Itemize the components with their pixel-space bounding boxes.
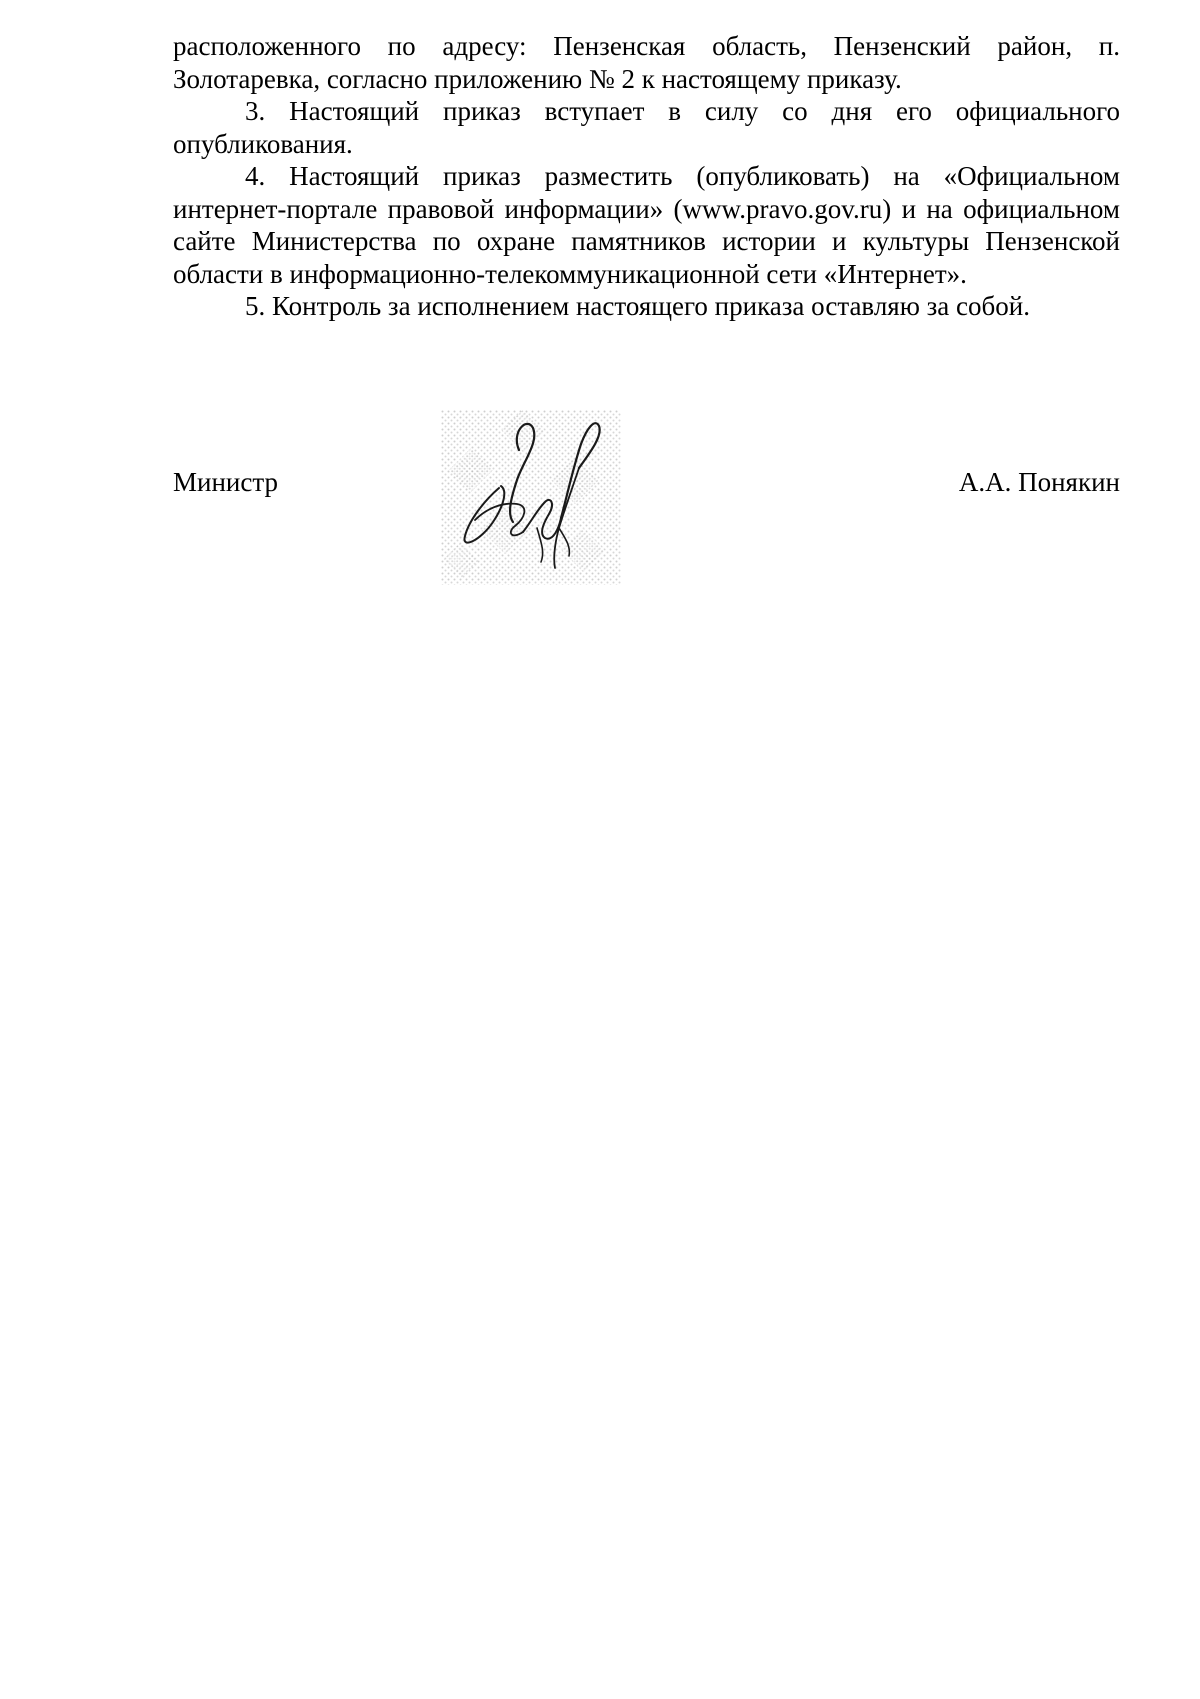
signature-image	[441, 410, 621, 585]
signer-title: Министр	[173, 467, 278, 497]
paragraph-item-5: 5. Контроль за исполнением настоящего приказа оставляю за собой.	[245, 291, 1030, 321]
paragraph-item-3: 3. Настоящий приказ вступает в силу со дня его официального опубликования.	[173, 96, 1120, 159]
paragraph-continuation: расположенного по адресу: Пензенская область, Пензенский район, п. Золотаревка, согласно приложению № 2 к настоящему приказу.	[173, 31, 1120, 94]
paragraph-item-4: 4. Настоящий приказ разместить (опубликовать) на «Официальном интернет-портале правовой информации» (www.pravo.gov.ru) и на официальном сайте Министерства по охране памятников истории и культуры Пензенской области в информационно-телекоммуникационной сети «Интернет».	[173, 161, 1120, 289]
signature-block	[173, 410, 1120, 590]
signer-name: А.А. Понякин	[958, 467, 1120, 497]
document-body	[173, 30, 1120, 323]
